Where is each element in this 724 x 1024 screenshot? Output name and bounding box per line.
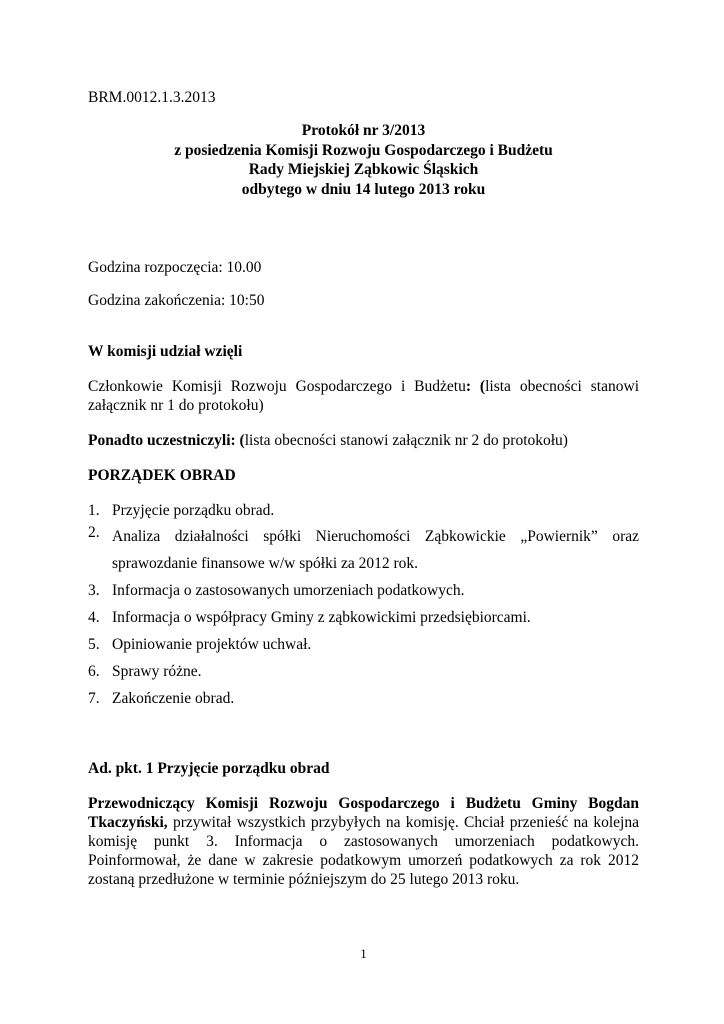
title-line: Rady Miejskiej Ząbkowic Śląskich xyxy=(248,161,479,178)
agenda-item xyxy=(88,523,639,577)
also-present-label: Ponadto uczestniczyli: ( xyxy=(88,432,245,449)
document-page xyxy=(88,0,639,1024)
agenda-item xyxy=(88,501,639,520)
agenda-item-number: 4. xyxy=(88,609,100,626)
participants-heading: W komisji udział wzięli xyxy=(88,343,243,360)
title-line: z posiedzenia Komisji Rozwoju Gospodarczego i Budżetu xyxy=(174,141,553,159)
document-reference: BRM.0012.1.3.2013 xyxy=(88,89,216,106)
agenda-item-text: Informacja o współpracy Gminy z ząbkowickimi przedsiębiorcami. xyxy=(112,609,531,626)
agenda-heading: PORZĄDEK OBRAD xyxy=(88,467,236,484)
document-title xyxy=(88,121,639,199)
agenda-item xyxy=(88,689,639,708)
title-line: Protokół nr 3/2013 xyxy=(301,122,426,139)
agenda-item-text: Opiniowanie projektów uchwał. xyxy=(112,636,312,653)
page-number: 1 xyxy=(360,946,367,961)
members-colon: : ( xyxy=(465,378,486,395)
chairman-name: Przewodniczący Komisji Rozwoju Gospodarczego i Budżetu Gminy Bogdan Tkaczyński, xyxy=(88,795,639,831)
section1-heading: Ad. pkt. 1 Przyjęcie porządku obrad xyxy=(88,760,330,777)
members-note: lista obecności stanowi załącznik nr 1 do protokołu) xyxy=(88,378,639,414)
agenda-item-number: 5. xyxy=(88,636,100,653)
agenda-item-number: 3. xyxy=(88,582,100,599)
section1-text: przywitał wszystkich przybyłych na komisję. Chciał przenieść na kolejna komisję punkt 3. Informacja o zastosowanych umorzeniach podatkowych. Poinformował, że dane w zakresie podatkowym umorzeń podatkowych za rok 2012 zostaną przedłużone w terminie późniejszym do 25 lutego 2013 roku. xyxy=(88,814,639,888)
agenda-item-text: Analiza działalności spółki Nieruchomości Ząbkowickie „Powiernik” oraz sprawozdanie finansowe w/w spółki za 2012 rok. xyxy=(112,528,639,572)
agenda-item xyxy=(88,635,639,654)
members-text: Członkowie Komisji Rozwoju Gospodarczego i Budżetu xyxy=(88,378,466,395)
agenda-item xyxy=(88,581,639,600)
agenda-item-text: Informacja o zastosowanych umorzeniach podatkowych. xyxy=(112,582,465,599)
agenda-item-text: Sprawy różne. xyxy=(112,663,202,680)
agenda-list xyxy=(88,501,639,716)
agenda-item-number: 2. xyxy=(88,524,100,541)
section1-paragraph xyxy=(88,794,639,889)
also-present-paragraph xyxy=(88,431,639,450)
agenda-item xyxy=(88,662,639,681)
agenda-item-number: 7. xyxy=(88,690,100,707)
end-time: Godzina zakończenia: 10:50 xyxy=(88,292,265,309)
agenda-item-text: Przyjęcie porządku obrad. xyxy=(112,502,275,519)
members-paragraph xyxy=(88,377,639,415)
also-present-note: lista obecności stanowi załącznik nr 2 do protokołu) xyxy=(244,432,568,449)
agenda-item xyxy=(88,608,639,627)
agenda-item-text: Zakończenie obrad. xyxy=(112,690,235,707)
agenda-item-number: 1. xyxy=(88,502,100,519)
agenda-item-number: 6. xyxy=(88,663,100,680)
start-time: Godzina rozpoczęcia: 10.00 xyxy=(88,259,262,276)
title-line: odbytego w dniu 14 lutego 2013 roku xyxy=(241,180,486,198)
